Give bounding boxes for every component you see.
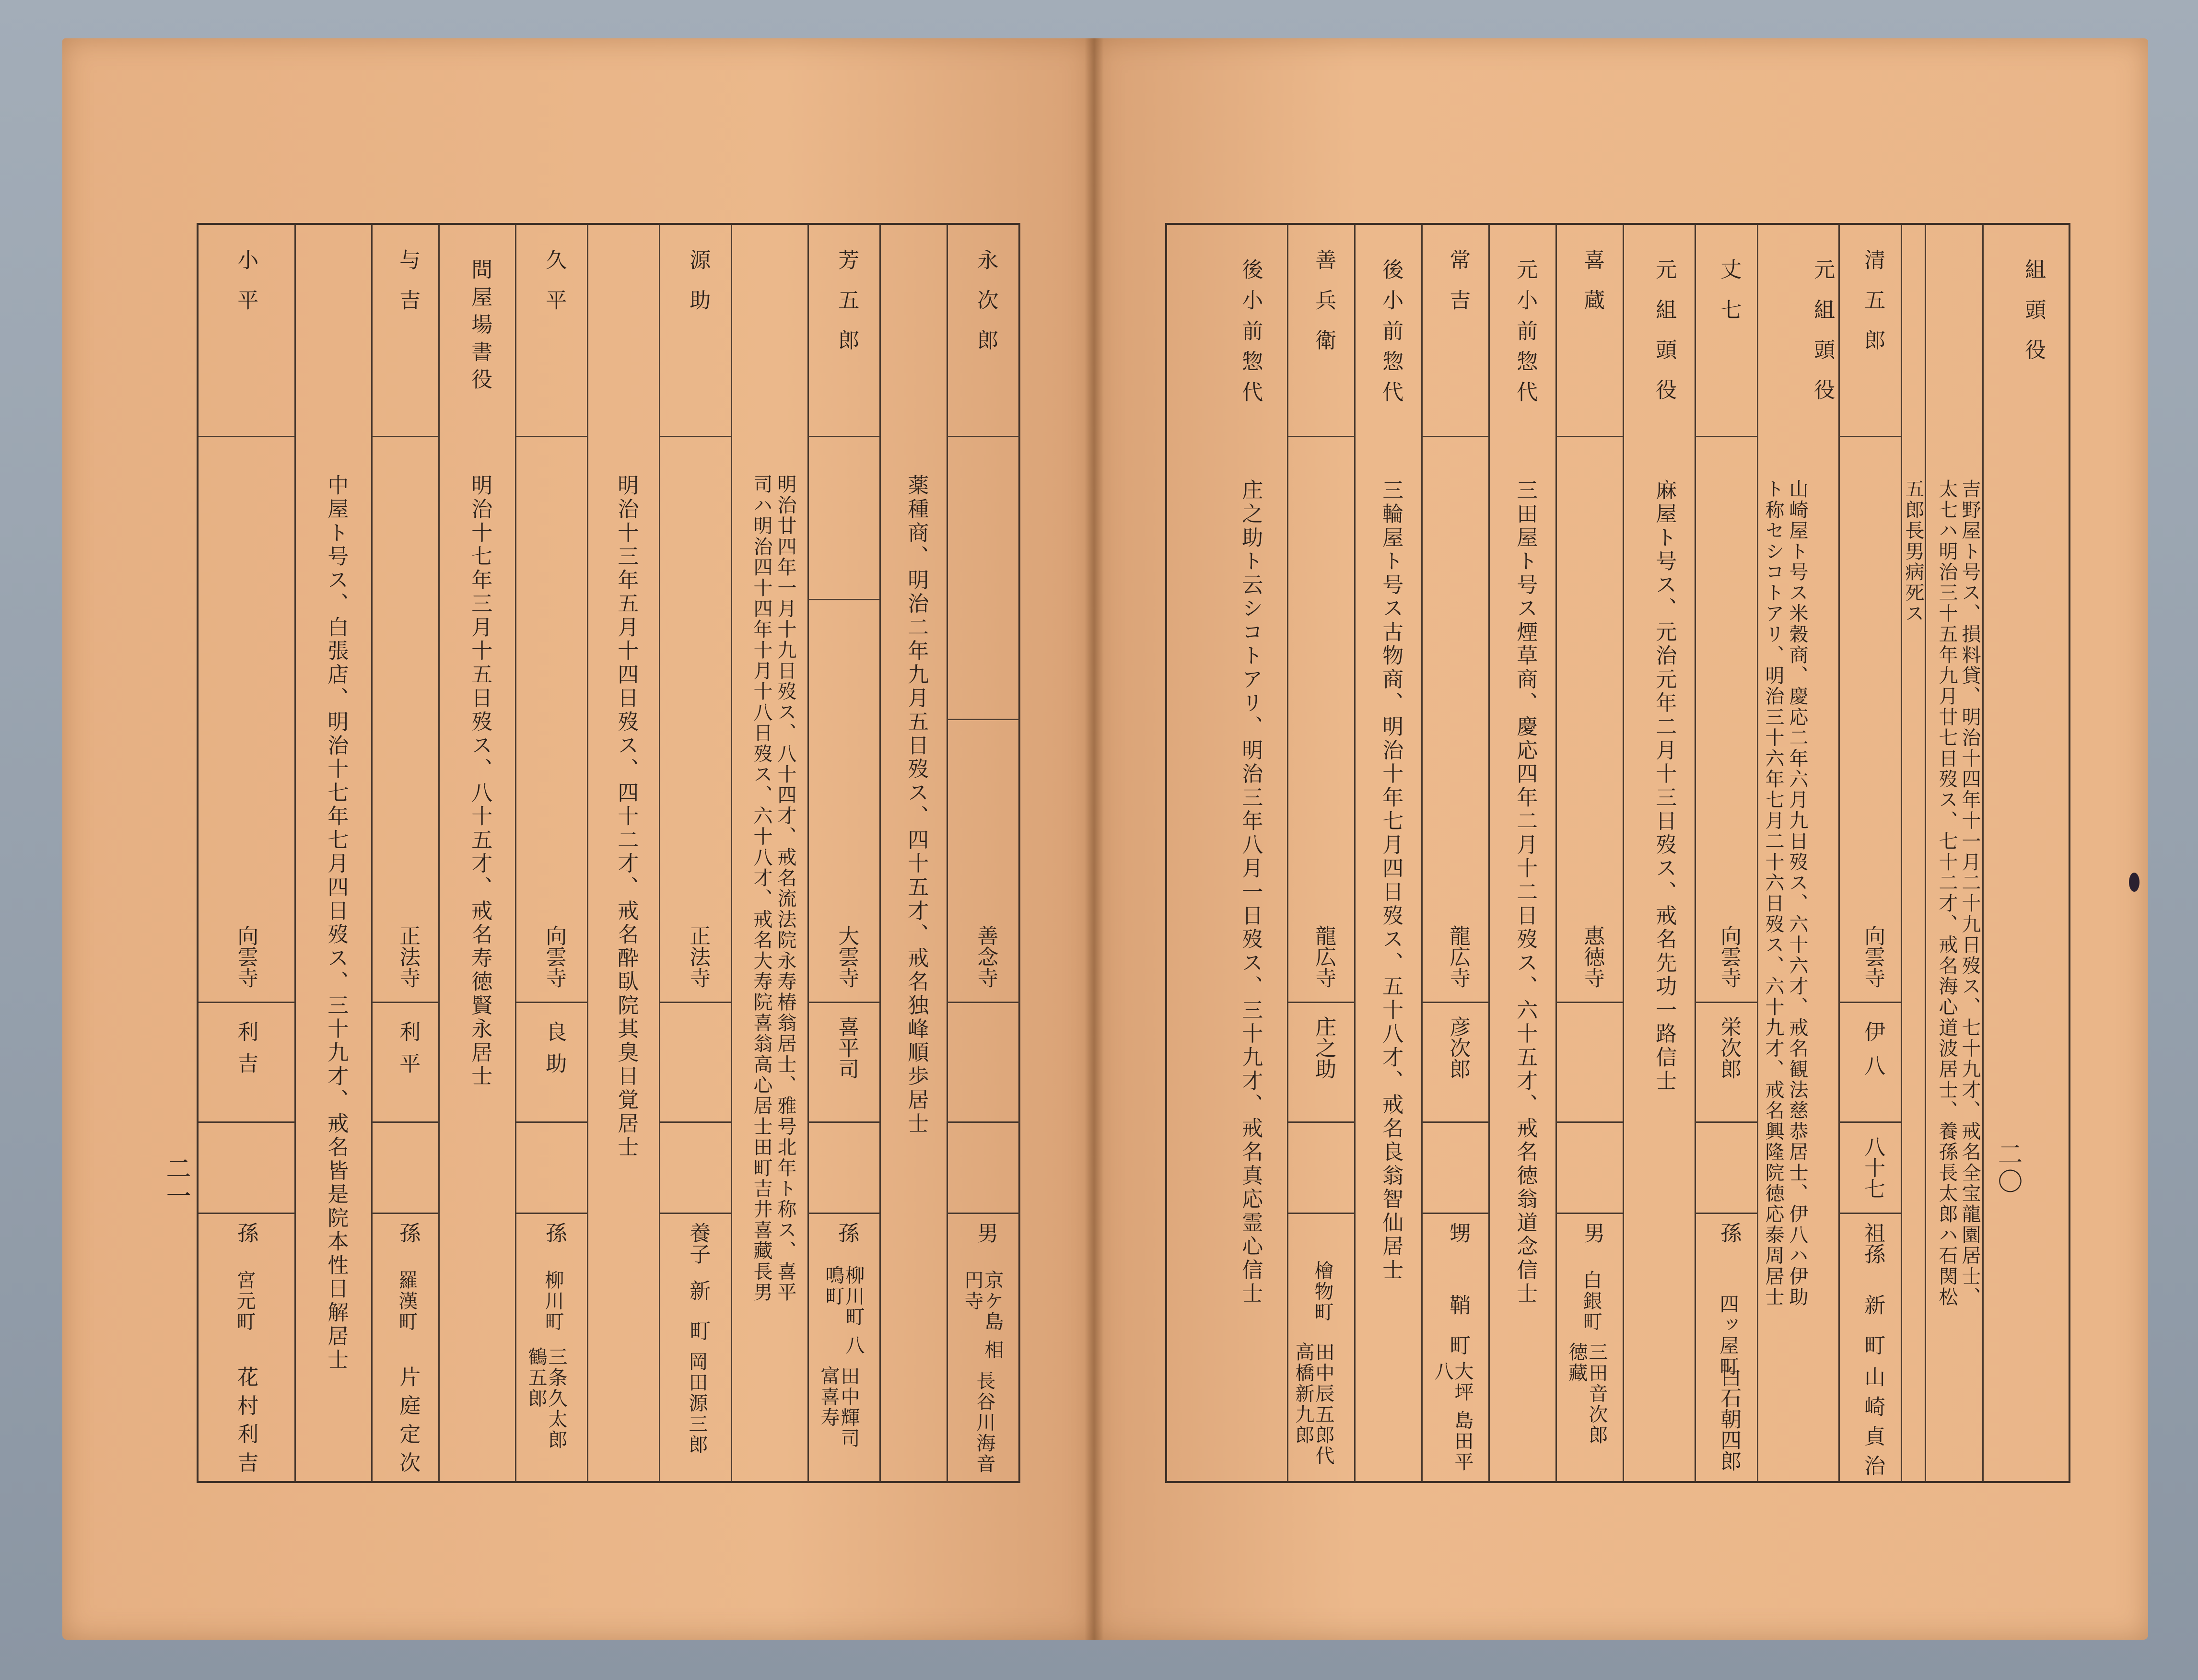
column-head: 丈七	[1717, 258, 1742, 339]
table-column	[1838, 225, 1902, 1484]
town: 宮元町	[234, 1270, 256, 1332]
owner: 花村利吉	[234, 1366, 258, 1480]
column-head: 元組頭役	[1652, 258, 1677, 419]
table-column	[1695, 225, 1758, 1481]
relation: 養子	[686, 1222, 711, 1264]
town: 檜物町	[1311, 1260, 1333, 1323]
temple-name: 向雲寺	[1717, 925, 1742, 988]
town: 柳川町	[542, 1270, 564, 1332]
book-gutter	[1085, 38, 1104, 1640]
column-body: 三輪屋ト号ス古物商、明治十年七月四日歿ス、五十八才、戒名良翁智仙居士	[1379, 479, 1403, 1283]
town: 新町	[686, 1280, 711, 1360]
relation: 孫	[234, 1222, 258, 1243]
heir-name: 利平	[396, 1021, 421, 1084]
table-column	[659, 225, 732, 1481]
town: 羅漢町	[396, 1270, 418, 1332]
table-column	[515, 225, 588, 1481]
relation: 孫	[542, 1222, 567, 1243]
owner: 大坪 島田平八	[1431, 1361, 1473, 1472]
heir-name: 栄次郎	[1717, 1016, 1742, 1079]
temple-name: 向雲寺	[234, 925, 258, 988]
column-head: 常吉	[1446, 249, 1471, 329]
town: 白銀町	[1580, 1270, 1602, 1332]
column-head: 喜蔵	[1580, 249, 1605, 329]
table-column	[438, 225, 516, 1481]
heir-name: 良助	[542, 1021, 567, 1084]
table-column	[1354, 225, 1423, 1481]
relation: 孫	[396, 1222, 421, 1243]
temple-name: 龍広寺	[1446, 925, 1471, 988]
owner: 長谷川海音	[973, 1371, 995, 1474]
table-column	[1555, 225, 1624, 1481]
temple-name: 惠徳寺	[1580, 925, 1605, 988]
table-column	[294, 225, 373, 1481]
age: 八十七	[1860, 1136, 1885, 1199]
owner: 片庭定次	[396, 1366, 421, 1480]
column-body: 中屋ト号ス、白張店、明治十七年七月四日歿ス、三十九才、戒名皆是院本性日解居士	[324, 474, 349, 1372]
relation: 孫	[834, 1222, 859, 1243]
column-head: 永次郎	[973, 249, 998, 369]
heir-name: 庄之助	[1311, 1016, 1336, 1079]
temple-name: 正法寺	[686, 925, 711, 988]
column-head: 源助	[686, 249, 711, 329]
left-page-table	[197, 223, 1020, 1483]
relation: 男	[1580, 1222, 1605, 1243]
table-column	[947, 225, 1020, 1481]
table-column	[1982, 225, 2070, 1481]
column-body: 庄之助ト云シコトアリ、明治三年八月一日歿ス、三十九才、戒名真応霊心信士	[1238, 479, 1263, 1306]
right-page-table	[1165, 223, 2070, 1483]
temple-name: 龍広寺	[1311, 925, 1336, 988]
column-body: 五郎長男病死ス	[1902, 479, 1924, 624]
table-column	[371, 225, 440, 1481]
ink-stain	[2129, 873, 2140, 892]
column-body: 三田屋ト号ス煙草商、慶応四年二月十二日歿ス、六十五才、戒名徳翁道念信士	[1513, 479, 1538, 1306]
column-head: 元小前惣代	[1513, 258, 1538, 411]
column-head: 組頭役	[2021, 258, 2046, 379]
table-column	[587, 225, 660, 1481]
table-column	[1925, 225, 1984, 1481]
relation: 甥	[1446, 1222, 1471, 1243]
temple-name: 大雲寺	[834, 925, 859, 988]
column-body: 薬種商、明治二年九月五日歿ス、四十五才、戒名独峰順歩居士	[904, 474, 929, 1136]
column-body: 司ハ明治四十四年十月十八日歿ス、六十八才、戒名大寿院喜翁高心居士田町吉井喜藏長男	[750, 474, 772, 1303]
temple-name: 向雲寺	[1860, 925, 1885, 988]
heir-name: 利吉	[234, 1021, 258, 1084]
town: 四ッ屋町	[1717, 1294, 1739, 1377]
column-body: 麻屋ト号ス、元治元年二月十三日歿ス、戒名先功一路信士	[1652, 479, 1677, 1094]
table-column	[731, 225, 809, 1481]
relation: 祖孫	[1860, 1222, 1885, 1264]
owner: 岡田源三郎	[686, 1352, 708, 1455]
column-head: 清五郎	[1860, 249, 1885, 369]
owner: 白石朝四郎	[1717, 1366, 1742, 1471]
page-number-right: 二〇	[1993, 1141, 2022, 1196]
column-body: 明治十三年五月十四日歿ス、四十二才、戒名酔臥院其臭日覚居士	[614, 474, 639, 1160]
heir-name: 伊八	[1860, 1021, 1885, 1088]
column-body: 山崎屋ト号ス米穀商、慶応二年六月九日歿ス、六十六才、戒名観法慈恭居士、伊八ハ伊助	[1786, 479, 1808, 1307]
column-body: 明治十七年三月十五日歿ス、八十五才、戒名寿徳賢永居士	[468, 474, 492, 1089]
table-column	[1167, 225, 1287, 1481]
temple-name: 善念寺	[973, 925, 998, 988]
column-head: 与吉	[396, 249, 421, 329]
column-head: 芳五郎	[834, 249, 859, 369]
owner: 山崎貞治	[1860, 1366, 1885, 1484]
relation: 孫	[1717, 1222, 1742, 1243]
column-head: 後小前惣代	[1238, 258, 1263, 411]
town: 新町	[1860, 1294, 1885, 1375]
heir-name: 喜平司	[834, 1016, 859, 1079]
owner: 三田音次郎 徳藏	[1566, 1342, 1608, 1446]
temple-name: 向雲寺	[542, 925, 567, 988]
owner: 三条久太郎 鶴五郎	[525, 1347, 567, 1450]
column-head: 小平	[234, 249, 258, 329]
column-head: 善兵衛	[1311, 249, 1336, 369]
heir-name: 彦次郎	[1446, 1016, 1471, 1079]
town: 京ケ島 相円寺	[961, 1270, 1004, 1361]
owner: 田中輝司 富喜寿	[818, 1366, 860, 1449]
temple-name: 正法寺	[396, 925, 421, 988]
column-head: 後小前惣代	[1379, 258, 1403, 411]
table-column	[1287, 225, 1356, 1481]
table-column	[1421, 225, 1490, 1481]
column-body: 吉野屋ト号ス、損料貸、明治十四年十一月二十九日歿ス、七十九才、戒名全宝龍園居士、	[1959, 479, 1981, 1307]
table-column	[1623, 225, 1696, 1481]
page-number-left: 二一	[162, 1155, 190, 1211]
table-column	[199, 225, 294, 1481]
column-head: 元組頭役	[1810, 258, 1835, 419]
column-body: 太七ハ明治三十五年九月廿七日歿ス、七十二才、戒名海心道波居士、養孫長太郎ハ石関松	[1936, 479, 1958, 1307]
column-body: ト称セシコトアリ、明治三十六年七月二十六日歿ス、六十九才、戒名興隆院徳応泰周居士	[1762, 479, 1784, 1307]
town: 柳川町 八鳴町	[822, 1265, 865, 1356]
town: 鞘町	[1446, 1294, 1471, 1375]
table-column	[1488, 225, 1557, 1481]
column-head: 問屋場書役	[468, 258, 492, 396]
table-column	[807, 225, 881, 1481]
column-head: 久平	[542, 249, 567, 329]
owner: 田中辰五郎代 高橋新九郎	[1292, 1342, 1334, 1467]
table-column	[1757, 225, 1840, 1481]
table-column	[1901, 225, 1926, 1481]
table-column	[879, 225, 948, 1481]
relation: 男	[973, 1222, 998, 1243]
column-body: 明治廿四年一月十九日歿ス、八十四才、戒名流法院永寿椿翁居士、雅号北年ト称ス、喜平	[774, 474, 796, 1303]
